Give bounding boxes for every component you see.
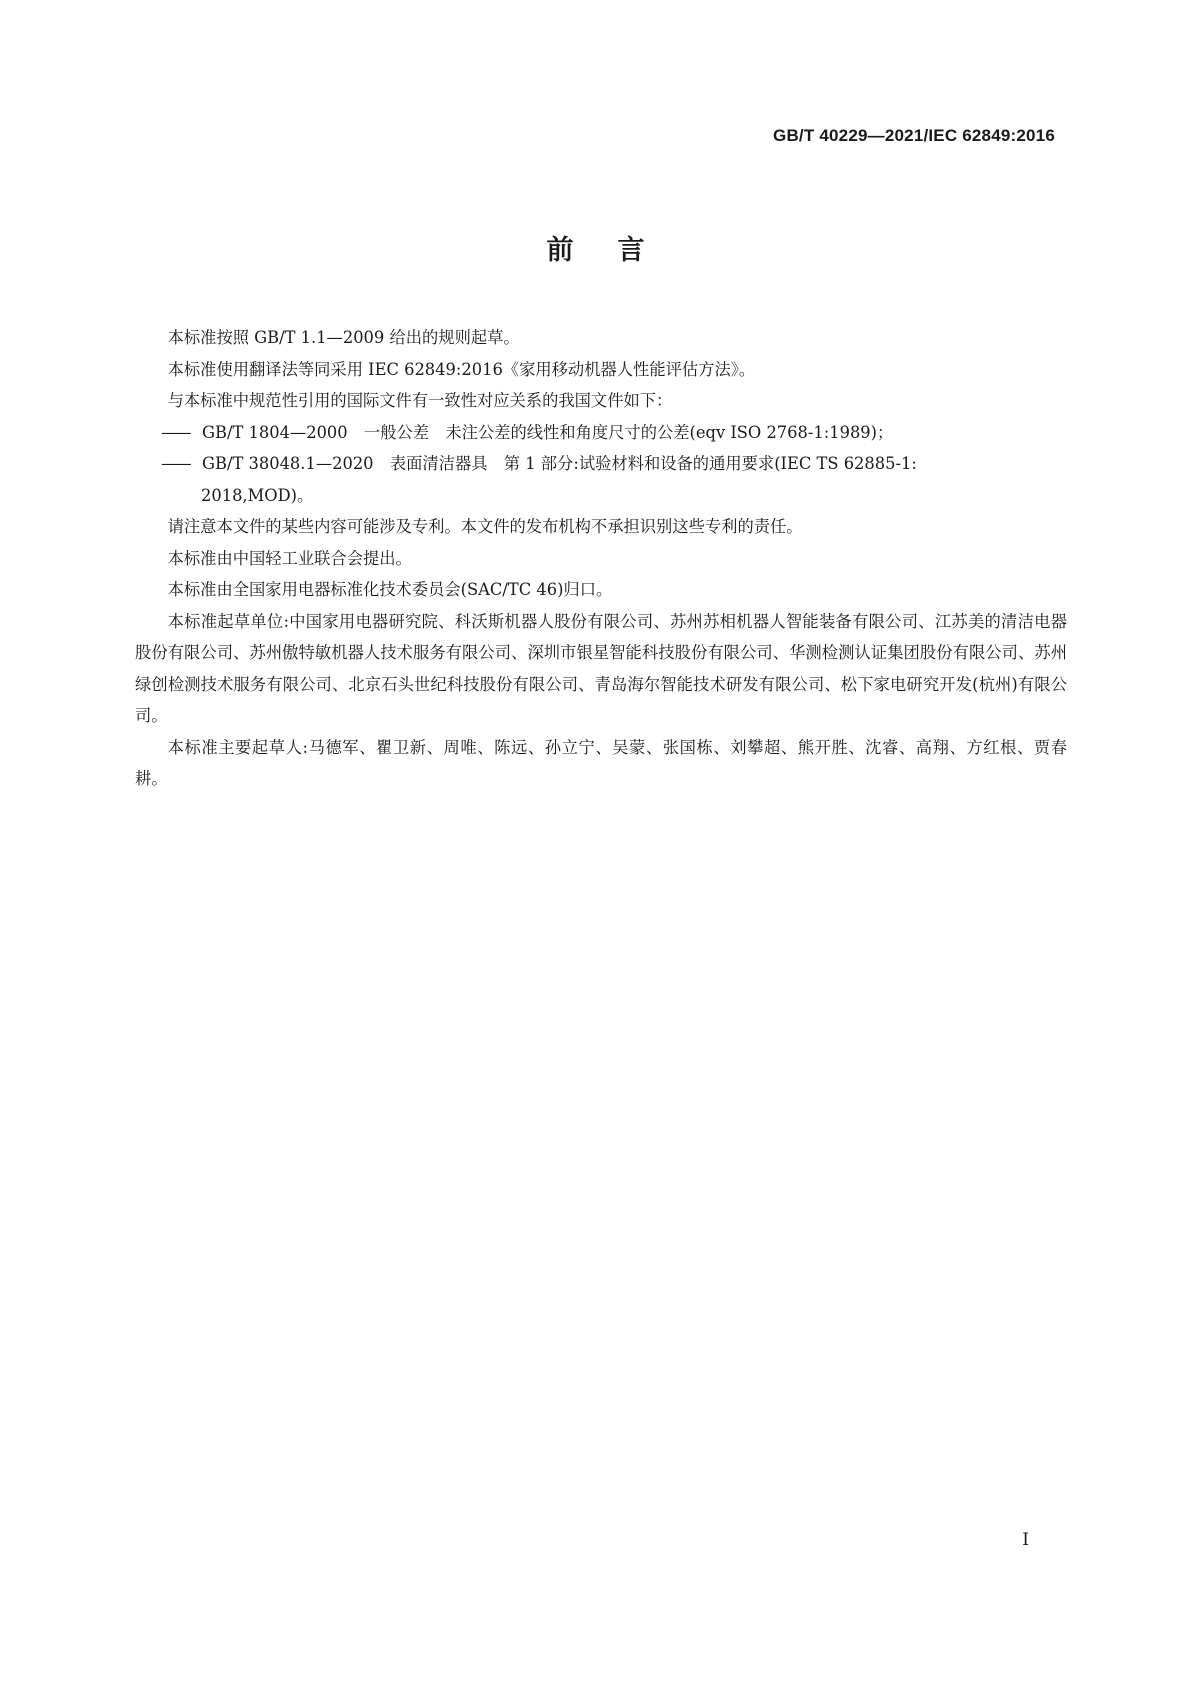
page-number: I	[1022, 1530, 1029, 1550]
drafters-paragraph: 本标准主要起草人:马德军、瞿卫新、周唯、陈远、孙立宁、吴蒙、张国栋、刘攀超、熊开胜、沈睿、高翔、方红根、贾春耕。	[135, 737, 1067, 788]
reference-list-item	[135, 417, 1067, 449]
document-body	[135, 322, 1067, 795]
reference-text: GB/T 38048.1—2020 表面清洁器具 第 1 部分:试验材料和设备的通用要求(IEC TS 62885-1:	[202, 454, 917, 473]
reference-continuation: 2018,MOD)。	[201, 485, 314, 505]
drafting-units-paragraph: 本标准起草单位:中国家用电器研究院、科沃斯机器人股份有限公司、苏州苏相机器人智能装备有限公司、江苏美的清洁电器股份有限公司、苏州傲特敏机器人技术服务有限公司、深圳市银星智能科技股份有限公司、华测检测认证集团股份有限公司、苏州绿创检测技术服务有限公司、北京石头世纪科技股份有限公司、青岛海尔智能技术研发有限公司、松下家电研究开发(杭州)有限公司。	[135, 611, 1067, 725]
administration-paragraph: 本标准由全国家用电器标准化技术委员会(SAC/TC 46)归口。	[167, 580, 613, 599]
proposer-paragraph: 本标准由中国轻工业联合会提出。	[167, 548, 412, 568]
reference-list-item	[135, 448, 1067, 480]
standard-code: GB/T 40229—2021/IEC 62849:2016	[773, 126, 1055, 145]
page-title: 前言	[546, 235, 689, 266]
references-intro-paragraph: 与本标准中规范性引用的国际文件有一致性对应关系的我国文件如下：	[167, 391, 673, 410]
patent-notice-paragraph: 请注意本文件的某些内容可能涉及专利。本文件的发布机构不承担识别这些专利的责任。	[167, 517, 803, 536]
adoption-paragraph: 本标准使用翻译法等同采用 IEC 62849:2016《家用移动机器人性能评估方法》。	[167, 359, 756, 379]
reference-text: GB/T 1804—2000 一般公差 未注公差的线性和角度尺寸的公差(eqv ISO 2768-1:1989)；	[202, 422, 894, 442]
list-dash: ——	[161, 422, 190, 442]
list-dash: ——	[161, 454, 190, 473]
drafting-rules-paragraph: 本标准按照 GB/T 1.1—2009 给出的规则起草。	[167, 328, 520, 347]
